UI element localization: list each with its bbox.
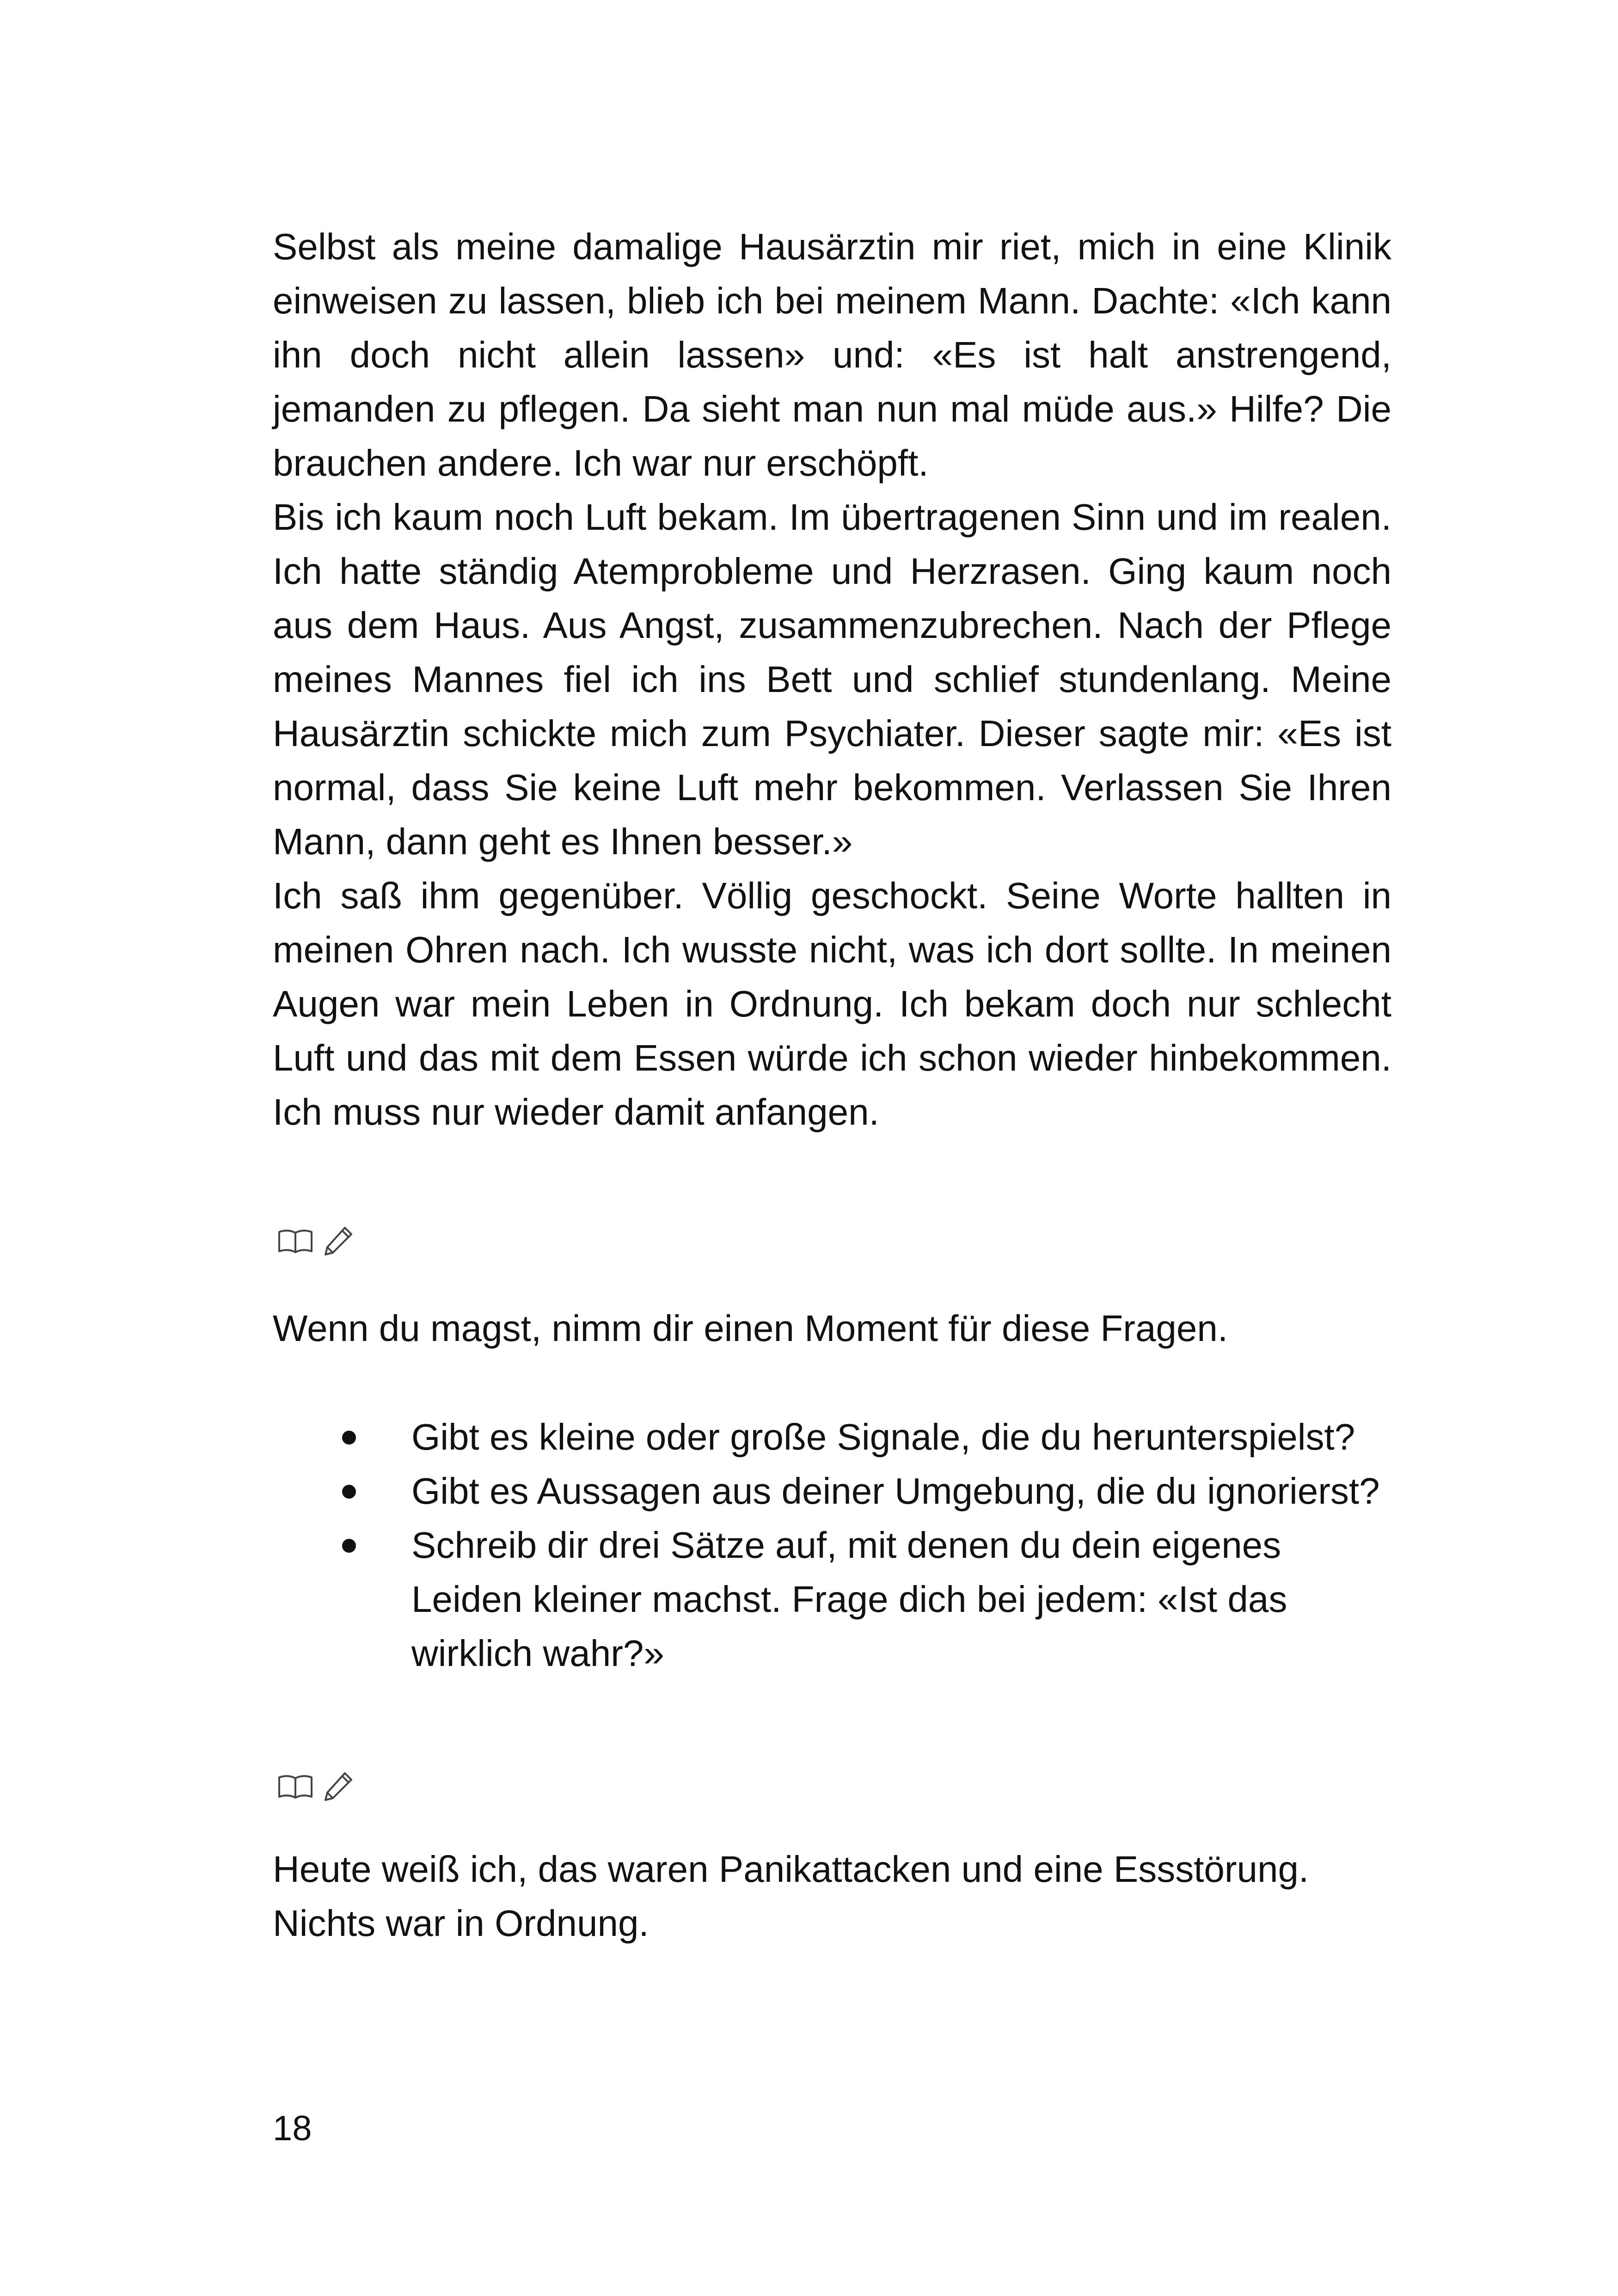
paragraph-hausaerztin: Selbst als meine damalige Hausärztin mir riet, mich in eine Klinik einweisen zu lassen, blieb ich bei meinem Mann. Dachte: «Ich kann ihn doch nicht allein lassen» und: «Es ist halt anstrengend, jemanden zu pflegen. Da sieht man nun mal müde aus.» Hilfe? Die brauchen andere. Ich war nur erschöpft. (273, 226, 1391, 484)
book-icon (277, 1774, 313, 1800)
bullet-icon (342, 1431, 356, 1445)
exercise-icons-bottom (277, 1766, 370, 1807)
closing-line: Heute weiß ich, das waren Panikattacken und eine Essstörung. (273, 1849, 1309, 1890)
book-icon (277, 1228, 313, 1254)
story-text (273, 220, 1391, 1139)
paragraph-luft: Bis ich kaum noch Luft bekam. Im übertragenen Sinn und im realen. Ich hatte ständig Atemprobleme und Herzrasen. Ging kaum noch aus dem Haus. Aus Angst, zusammenzubrechen. Nach der Pflege meines Mannes fiel ich ins Bett und schlief stundenlang. Meine Hausärztin schickte mich zum Psychiater. Dieser sagte mir: «Es ist normal, dass Sie keine Luft mehr bekommen. Verlassen Sie Ihren Mann, dann geht es Ihnen besser.» (273, 496, 1391, 862)
exercise-intro-text: Wenn du magst, nimm dir einen Moment für diese Fragen. (273, 1308, 1228, 1349)
pencil-icon (322, 1225, 354, 1257)
closing-text (273, 1842, 1391, 1950)
bullet-icon (342, 1485, 356, 1499)
page-number: 18 (273, 2109, 312, 2148)
pencil-icon (322, 1770, 354, 1803)
question-text: Gibt es Aussagen aus deiner Umgebung, die du ignorierst? (411, 1470, 1380, 1512)
exercise-icons-top (277, 1220, 370, 1262)
paragraph-psychiater: Ich saß ihm gegenüber. Völlig geschockt. Seine Worte hallten in meinen Ohren nach. Ich wusste nicht, was ich dort sollte. In meinen Augen war mein Leben in Ordnung. Ich bekam doch nur schlecht Luft und das mit dem Essen würde ich schon wieder hinbekommen. Ich muss nur wieder damit anfangen. (273, 875, 1391, 1133)
question-text: Gibt es kleine oder große Signale, die du herunterspielst? (411, 1416, 1355, 1457)
list-item (273, 1464, 1401, 1518)
bullet-icon (342, 1539, 356, 1553)
list-item (273, 1518, 1401, 1680)
question-text: Schreib dir drei Sätze auf, mit denen du dein eigenes Leiden kleiner machst. Frage dich bei jedem: «Ist das wirklich wahr?» (411, 1525, 1287, 1674)
closing-line: Nichts war in Ordnung. (273, 1903, 649, 1944)
exercise-intro (273, 1301, 1391, 1355)
list-item (273, 1410, 1401, 1464)
question-list (273, 1410, 1401, 1680)
